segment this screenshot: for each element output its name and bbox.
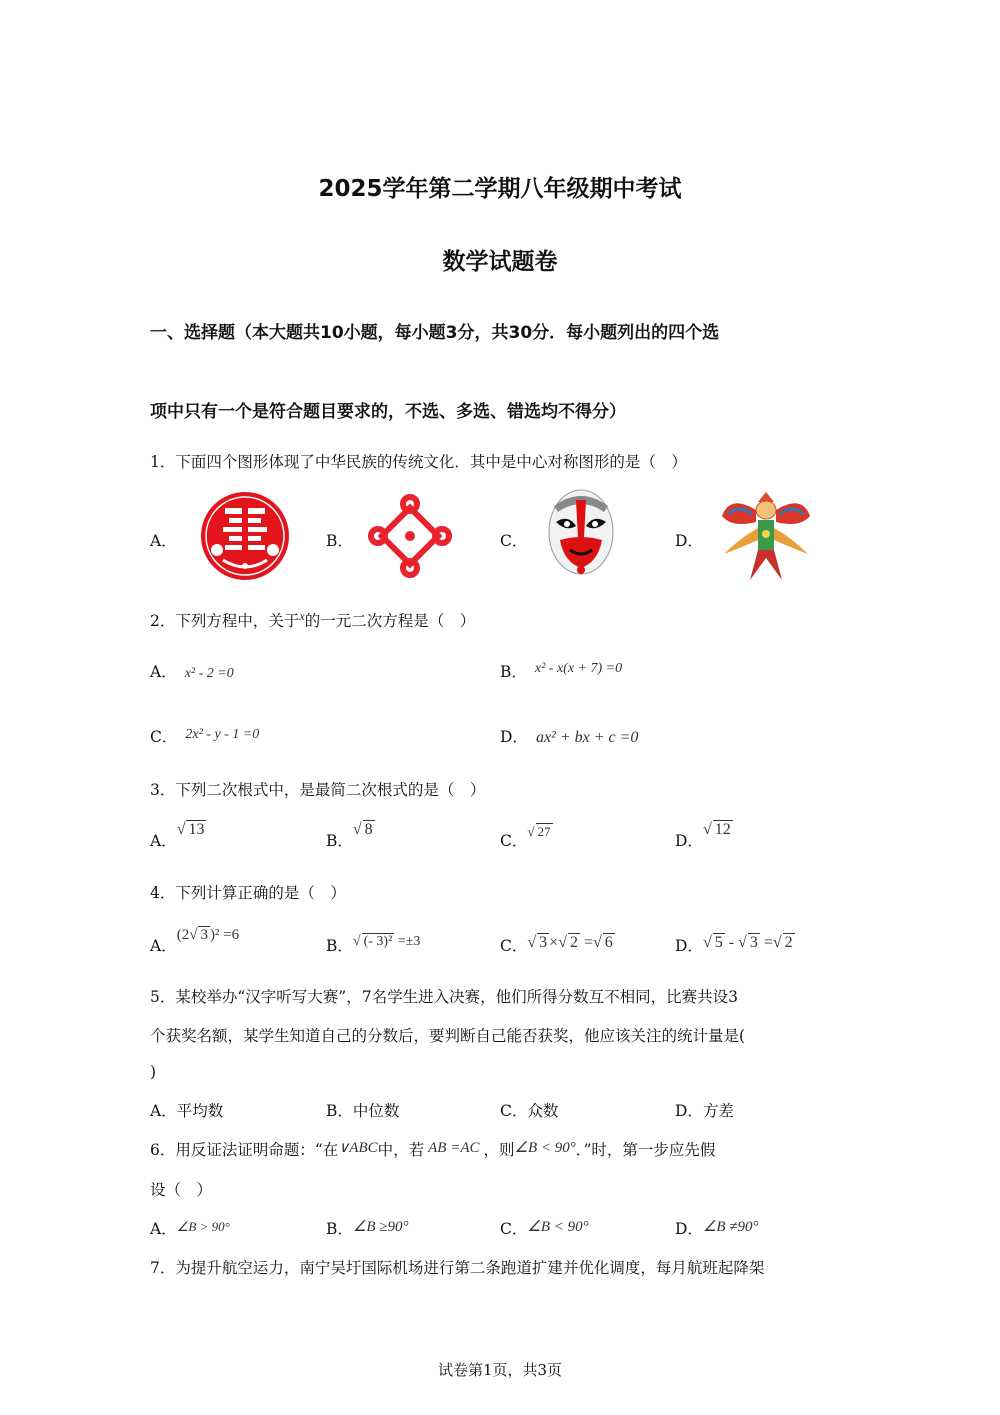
q2-option-b-label: B．	[500, 663, 527, 681]
q3-option-d-radicand: 12	[714, 821, 731, 838]
q5-option-a-text: 平均数	[176, 1102, 224, 1120]
q6-stem-line2: 设（ ）	[150, 1181, 213, 1199]
q6-option-a-label: A．	[150, 1220, 177, 1238]
q5-option-a-label: A．	[150, 1102, 177, 1120]
q3-option-c-radicand: 27	[537, 824, 551, 839]
peking-opera-mask-icon	[546, 488, 616, 578]
q4-option-b-post: =±3	[394, 934, 421, 949]
q6-option-d-label: D．	[675, 1220, 703, 1238]
q6-stem-mid1: 中，若	[377, 1141, 425, 1159]
q2-option-d	[500, 725, 638, 747]
q2-option-c-label: C．	[150, 728, 178, 746]
q1-option-a-label: A．	[150, 532, 177, 550]
q6-stem-pre: 6．用反证法证明命题：“在	[150, 1141, 339, 1159]
q4-option-a-post: )² =6	[209, 927, 240, 943]
q6-option-c-expr: ∠B < 90°	[527, 1219, 589, 1235]
q4-option-b-label: B．	[326, 937, 353, 955]
q2-option-b	[500, 660, 622, 682]
q3-option-a-radicand: 13	[188, 821, 205, 838]
q3-option-a-label: A．	[150, 832, 177, 850]
kite-icon	[720, 488, 812, 582]
section-heading-line1: 一、选择题（本大题共10小题，每小题3分，共30分．每小题列出的四个选	[150, 323, 720, 343]
q5-option-c-text: 众数	[527, 1102, 559, 1120]
q1-stem: 1．下面四个图形体现了中华民族的传统文化．其中是中心对称图形的是（ ）	[150, 453, 687, 471]
q4-option-b-radicand: (- 3)²	[363, 934, 393, 949]
q4-option-d-label: D．	[675, 937, 703, 955]
q2-option-d-label: D．	[500, 728, 528, 746]
q6-option-a-expr: ∠B > 90°	[176, 1219, 230, 1234]
q5-option-b	[326, 1099, 399, 1121]
q2-stem-variable: x	[299, 609, 305, 623]
q3-stem: 3．下列二次根式中，是最简二次根式的是（ ）	[150, 781, 486, 799]
q6-option-b-expr: ∠B ≥90°	[352, 1219, 409, 1235]
q5-option-d-label: D．	[675, 1102, 703, 1120]
exam-subtitle: 数学试题卷	[442, 249, 558, 275]
chinese-knot-icon	[368, 493, 452, 579]
q3-option-a-expr: √ 13	[176, 821, 205, 838]
q2-option-a-expr: x² - 2 =0	[184, 666, 234, 681]
q5-stem-line1: 5．某校举办“汉字听写大赛”，7名学生进入决赛，他们所得分数互不相同，比赛共设3	[150, 988, 738, 1006]
q4-option-c-radicand-c: 6	[604, 934, 613, 951]
q2-stem	[150, 609, 475, 631]
q4-option-a-label: A．	[150, 937, 177, 955]
q4-option-c-radicand-a: 3	[539, 934, 548, 951]
q4-option-d-radicand-b: 3	[749, 934, 758, 951]
q6-stem-line1	[150, 1138, 715, 1160]
q5-option-c-label: C．	[500, 1102, 528, 1120]
q6-option-d-expr: ∠B ≠90°	[702, 1219, 759, 1235]
q3-option-b-label: B．	[326, 832, 353, 850]
q4-option-d	[675, 934, 795, 956]
q4-option-d-equals: =	[763, 934, 773, 951]
q7-stem-line1: 7．为提升航空运力，南宁吴圩国际机场进行第二条跑道扩建并优化调度，每月航班起降架	[150, 1259, 765, 1277]
q6-option-c-label: C．	[500, 1220, 528, 1238]
q4-option-c-operator: ×	[549, 934, 559, 951]
q5-option-b-label: B．	[326, 1102, 353, 1120]
q4-option-d-radicand-a: 5	[714, 934, 723, 951]
q4-option-c-equals: =	[583, 934, 593, 951]
q1-option-b-label: B．	[326, 532, 353, 550]
q3-option-a	[150, 821, 206, 851]
q3-option-b	[326, 821, 375, 851]
section-heading-line2: 项中只有一个是符合题目要求的，不选、多选、错选均不得分）	[150, 402, 626, 422]
q4-option-c-expr: √ 3 ×√ 2 =√ 6	[527, 934, 613, 951]
q1-option-d-label: D．	[675, 532, 703, 550]
q3-option-c-expr: √ 27	[527, 824, 551, 839]
q4-option-b-expr: √ (- 3)² =±3	[352, 934, 421, 949]
page-footer: 试卷第1页，共3页	[437, 1361, 563, 1379]
q3-option-b-radicand: 8	[364, 821, 373, 838]
q5-stem-line3: )	[150, 1063, 157, 1081]
q5-option-b-text: 中位数	[352, 1102, 400, 1120]
q1-option-c-label: C．	[500, 532, 528, 550]
q5-option-d	[675, 1099, 734, 1121]
q3-option-d-label: D．	[675, 832, 703, 850]
q6-stem-mid2: ，则	[483, 1141, 515, 1159]
q2-option-a-label: A．	[150, 663, 177, 681]
q4-option-c-radicand-b: 2	[569, 934, 578, 951]
q5-option-a	[150, 1099, 223, 1121]
q3-option-d	[675, 821, 733, 851]
double-happiness-papercut-icon	[195, 490, 295, 582]
q6-option-a	[150, 1217, 230, 1239]
q2-option-c-expr: 2x² - y - 1 =0	[185, 727, 260, 742]
q6-option-b	[326, 1217, 408, 1239]
q6-stem-post: ．”时，第一步应先假	[575, 1141, 716, 1159]
exam-title: 2025学年第二学期八年级期中考试	[318, 176, 682, 202]
q4-option-c	[500, 934, 615, 956]
q4-stem: 4．下列计算正确的是（ ）	[150, 884, 346, 902]
q5-stem-line2: 个获奖名额，某学生知道自己的分数后，要判断自己能否获奖，他应该关注的统计量是(	[150, 1027, 746, 1045]
q4-option-d-radicand-c: 2	[784, 934, 793, 951]
q2-option-a	[150, 660, 234, 682]
q5-option-d-text: 方差	[702, 1102, 734, 1120]
q3-option-b-expr: √ 8	[352, 821, 373, 838]
q4-option-d-operator: -	[728, 934, 735, 951]
q4-option-c-label: C．	[500, 937, 528, 955]
q6-condition: AB =AC	[428, 1140, 480, 1156]
q3-option-c-label: C．	[500, 832, 528, 850]
q2-option-c	[150, 725, 259, 747]
q3-option-d-expr: √ 12	[702, 821, 731, 838]
q4-option-a-expr: (2√ 3 )² =6	[176, 927, 240, 943]
q6-conclusion: ∠B < 90°	[514, 1140, 576, 1156]
q4-option-a-radicand: 3	[200, 927, 208, 943]
q3-option-c	[500, 824, 553, 851]
q2-stem-pre: 2．下列方程中，关于	[150, 612, 300, 631]
q4-option-b	[326, 934, 420, 956]
q6-triangle: ∨ABC	[338, 1140, 378, 1156]
q4-option-a-pre: (2	[176, 927, 190, 943]
q4-option-d-expr: √ 5 - √ 3 =√ 2	[702, 934, 793, 951]
q4-option-a	[150, 927, 240, 956]
q6-option-c	[500, 1217, 589, 1239]
q2-stem-post: 的一元二次方程是（ ）	[304, 612, 476, 631]
q2-option-b-expr: x² - x(x + 7) =0	[534, 661, 623, 676]
q6-option-b-label: B．	[326, 1220, 353, 1238]
q5-option-c	[500, 1099, 558, 1121]
q2-option-d-expr: ax² + bx + c =0	[535, 729, 639, 746]
q6-option-d	[675, 1217, 759, 1239]
